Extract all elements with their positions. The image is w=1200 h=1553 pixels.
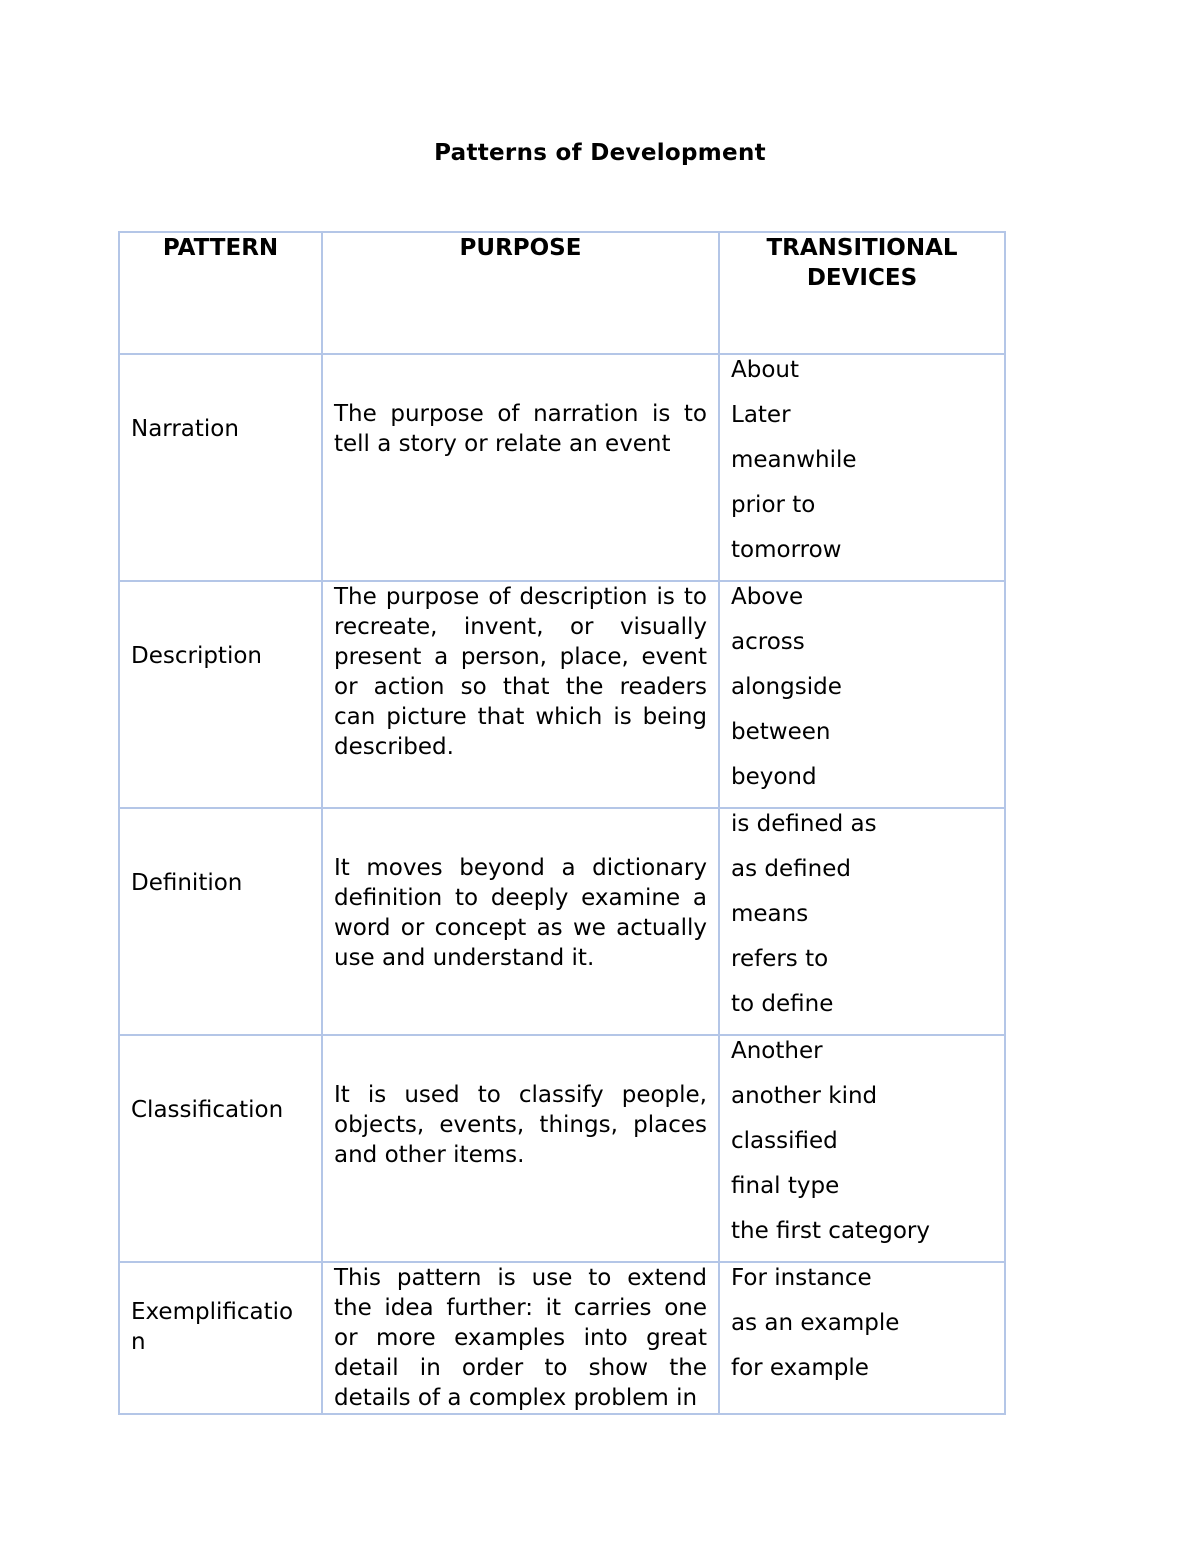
table-row bbox=[119, 808, 1005, 1035]
pattern-cell bbox=[119, 1262, 322, 1414]
device-item: is defined as bbox=[731, 811, 877, 837]
purpose-cell bbox=[322, 808, 719, 1035]
purpose-cell bbox=[322, 581, 719, 808]
pattern-name: Narration bbox=[131, 415, 239, 442]
devices-list bbox=[731, 355, 993, 580]
purpose-cell bbox=[322, 354, 719, 581]
table-row bbox=[119, 581, 1005, 808]
device-item: alongside bbox=[731, 674, 842, 700]
device-item: for example bbox=[731, 1355, 869, 1381]
device-item: means bbox=[731, 901, 809, 927]
purpose-text: This pattern is use to extend the idea further: it carries one or more examples into great detail in order to show the details of a complex problem in bbox=[334, 1265, 707, 1411]
devices-cell bbox=[719, 581, 1005, 808]
device-item: between bbox=[731, 719, 831, 745]
device-item: beyond bbox=[731, 764, 817, 790]
table-row bbox=[119, 1035, 1005, 1262]
header-transitional-devices: TRANSITIONAL DEVICES bbox=[719, 232, 1005, 354]
device-item: across bbox=[731, 629, 805, 655]
devices-list bbox=[731, 1263, 993, 1398]
device-item: Later bbox=[731, 402, 791, 428]
device-item: About bbox=[731, 357, 800, 383]
device-item: to define bbox=[731, 991, 834, 1017]
header-pattern: PATTERN bbox=[119, 232, 322, 354]
devices-cell bbox=[719, 808, 1005, 1035]
purpose-cell bbox=[322, 1035, 719, 1262]
pattern-cell bbox=[119, 808, 322, 1035]
purpose-text: The purpose of description is to recreate, invent, or visually present a person, place, event or action so that the readers can picture that which is being described. bbox=[334, 584, 707, 760]
device-item: another kind bbox=[731, 1083, 878, 1109]
pattern-name: Exemplificatio n bbox=[131, 1299, 294, 1355]
purpose-text: It moves beyond a dictionary definition to deeply examine a word or concept as we actually use and understand it. bbox=[334, 855, 707, 971]
device-item: as an example bbox=[731, 1310, 900, 1336]
pattern-name: Definition bbox=[131, 869, 243, 896]
device-item: the first category bbox=[731, 1218, 930, 1244]
purpose-text: The purpose of narration is to tell a story or relate an event bbox=[334, 401, 707, 457]
devices-list bbox=[731, 1036, 993, 1261]
devices-list bbox=[731, 809, 993, 1034]
devices-cell bbox=[719, 354, 1005, 581]
device-item: final type bbox=[731, 1173, 840, 1199]
devices-cell bbox=[719, 1035, 1005, 1262]
devices-list bbox=[731, 582, 993, 807]
table-header-row bbox=[119, 232, 1005, 354]
device-item: Above bbox=[731, 584, 804, 610]
device-item: refers to bbox=[731, 946, 829, 972]
patterns-table bbox=[118, 231, 1006, 1415]
pattern-cell bbox=[119, 581, 322, 808]
device-item: Another bbox=[731, 1038, 823, 1064]
device-item: classified bbox=[731, 1128, 838, 1154]
device-item: as defined bbox=[731, 856, 851, 882]
pattern-name: Description bbox=[131, 642, 262, 669]
purpose-text: It is used to classify people, objects, events, things, places and other items. bbox=[334, 1082, 707, 1168]
pattern-cell bbox=[119, 1035, 322, 1262]
pattern-name: Classification bbox=[131, 1096, 284, 1123]
page-title: Patterns of Development bbox=[434, 140, 766, 166]
device-item: prior to bbox=[731, 492, 816, 518]
device-item: meanwhile bbox=[731, 447, 857, 473]
header-purpose: PURPOSE bbox=[322, 232, 719, 354]
pattern-cell bbox=[119, 354, 322, 581]
table-row bbox=[119, 354, 1005, 581]
device-item: tomorrow bbox=[731, 537, 842, 563]
purpose-cell bbox=[322, 1262, 719, 1414]
device-item: For instance bbox=[731, 1265, 872, 1291]
table-row bbox=[119, 1262, 1005, 1414]
devices-cell bbox=[719, 1262, 1005, 1414]
